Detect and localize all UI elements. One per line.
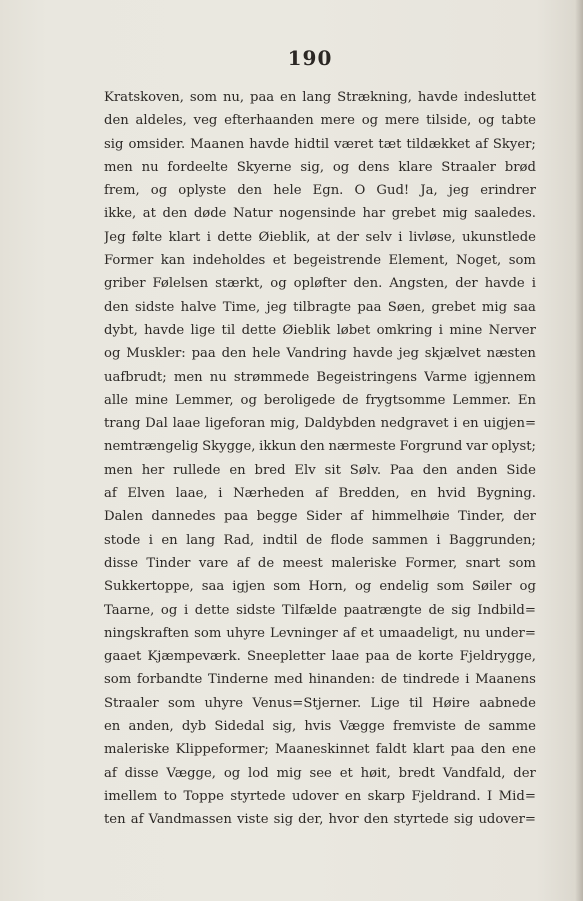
- text-line: trang Dal laae ligeforan mig, Daldybden nedgravet i en uigjen=: [104, 416, 536, 432]
- text-line: uafbrudt; men nu strømmede Begeistringens Varme igjennem: [104, 369, 536, 385]
- text-line: og Muskler: paa den hele Vandring havde jeg skjælvet næsten: [104, 346, 536, 362]
- text-line: ten af Vandmassen viste sig der, hvor den styrtede sig udover=: [104, 812, 536, 828]
- text-line: Sukkertoppe, saa igjen som Horn, og endelig som Søiler og: [104, 579, 536, 595]
- text-line: ikke, at den døde Natur nogensinde har grebet mig saaledes.: [104, 206, 536, 222]
- text-line: en anden, dyb Sidedal sig, hvis Vægge fremviste de samme: [104, 719, 536, 735]
- page-number: 190: [287, 46, 333, 70]
- text-line: maleriske Klippeformer; Maaneskinnet faldt klart paa den ene: [104, 742, 536, 758]
- text-line: Straaler som uhyre Venus=Stjerner. Lige til Høire aabnede: [104, 695, 536, 711]
- text-line: men nu fordeelte Skyerne sig, og dens klare Straaler brød: [104, 159, 536, 175]
- text-line: sig omsider. Maanen havde hidtil været tæt tildækket af Skyer;: [104, 136, 536, 152]
- text-line: Taarne, og i dette sidste Tilfælde paatrængte de sig Indbild=: [104, 602, 536, 618]
- text-line: som forbandte Tinderne med hinanden: de tindrede i Maanens: [104, 672, 536, 688]
- text-line: Jeg følte klart i dette Øieblik, at der selv i livløse, ukunstlede: [104, 229, 536, 245]
- text-line: af disse Vægge, og lod mig see et høit, bredt Vandfald, der: [104, 765, 536, 781]
- text-line: af Elven laae, i Nærheden af Bredden, en hvid Bygning.: [104, 486, 536, 502]
- text-line: griber Følelsen stærkt, og opløfter den. Angsten, der havde i: [104, 276, 536, 292]
- body-text: [104, 86, 536, 832]
- text-line: nemtrængelig Skygge, ikkun den nærmeste Forgrund var oplyst;: [104, 439, 536, 455]
- page-edge-shadow: [575, 0, 583, 901]
- text-line: Kratskoven, som nu, paa en lang Strækning, havde indesluttet: [104, 90, 536, 105]
- text-line: ningskraften som uhyre Levninger af et umaadeligt, nu under=: [104, 625, 536, 641]
- text-line: alle mine Lemmer, og beroligede de frygtsomme Lemmer. En: [104, 392, 536, 408]
- text-line: frem, og oplyste den hele Egn. O Gud! Ja, jeg erindrer: [104, 183, 536, 199]
- text-line: disse Tinder vare af de meest maleriske Former, snart som: [104, 555, 536, 571]
- text-line: men her rullede en bred Elv sit Sølv. Paa den anden Side: [104, 462, 536, 478]
- text-line: Former kan indeholdes et begeistrende Element, Noget, som: [104, 253, 536, 269]
- text-line: gaaet Kjæmpeværk. Sneepletter laae paa de korte Fjeldrygge,: [104, 649, 536, 665]
- text-line: Dalen dannedes paa begge Sider af himmelhøie Tinder, der: [104, 509, 536, 525]
- text-line: den aldeles, veg efterhaanden mere og mere tilside, og tabte: [104, 113, 536, 129]
- text-line: stode i en lang Rad, indtil de flode sammen i Baggrunden;: [104, 532, 536, 548]
- text-line: den sidste halve Time, jeg tilbragte paa Søen, grebet mig saa: [104, 299, 536, 315]
- text-line: dybt, havde lige til dette Øieblik løbet omkring i mine Nerver: [104, 322, 536, 338]
- text-line: imellem to Toppe styrtede udover en skarp Fjeldrand. I Mid=: [104, 788, 536, 804]
